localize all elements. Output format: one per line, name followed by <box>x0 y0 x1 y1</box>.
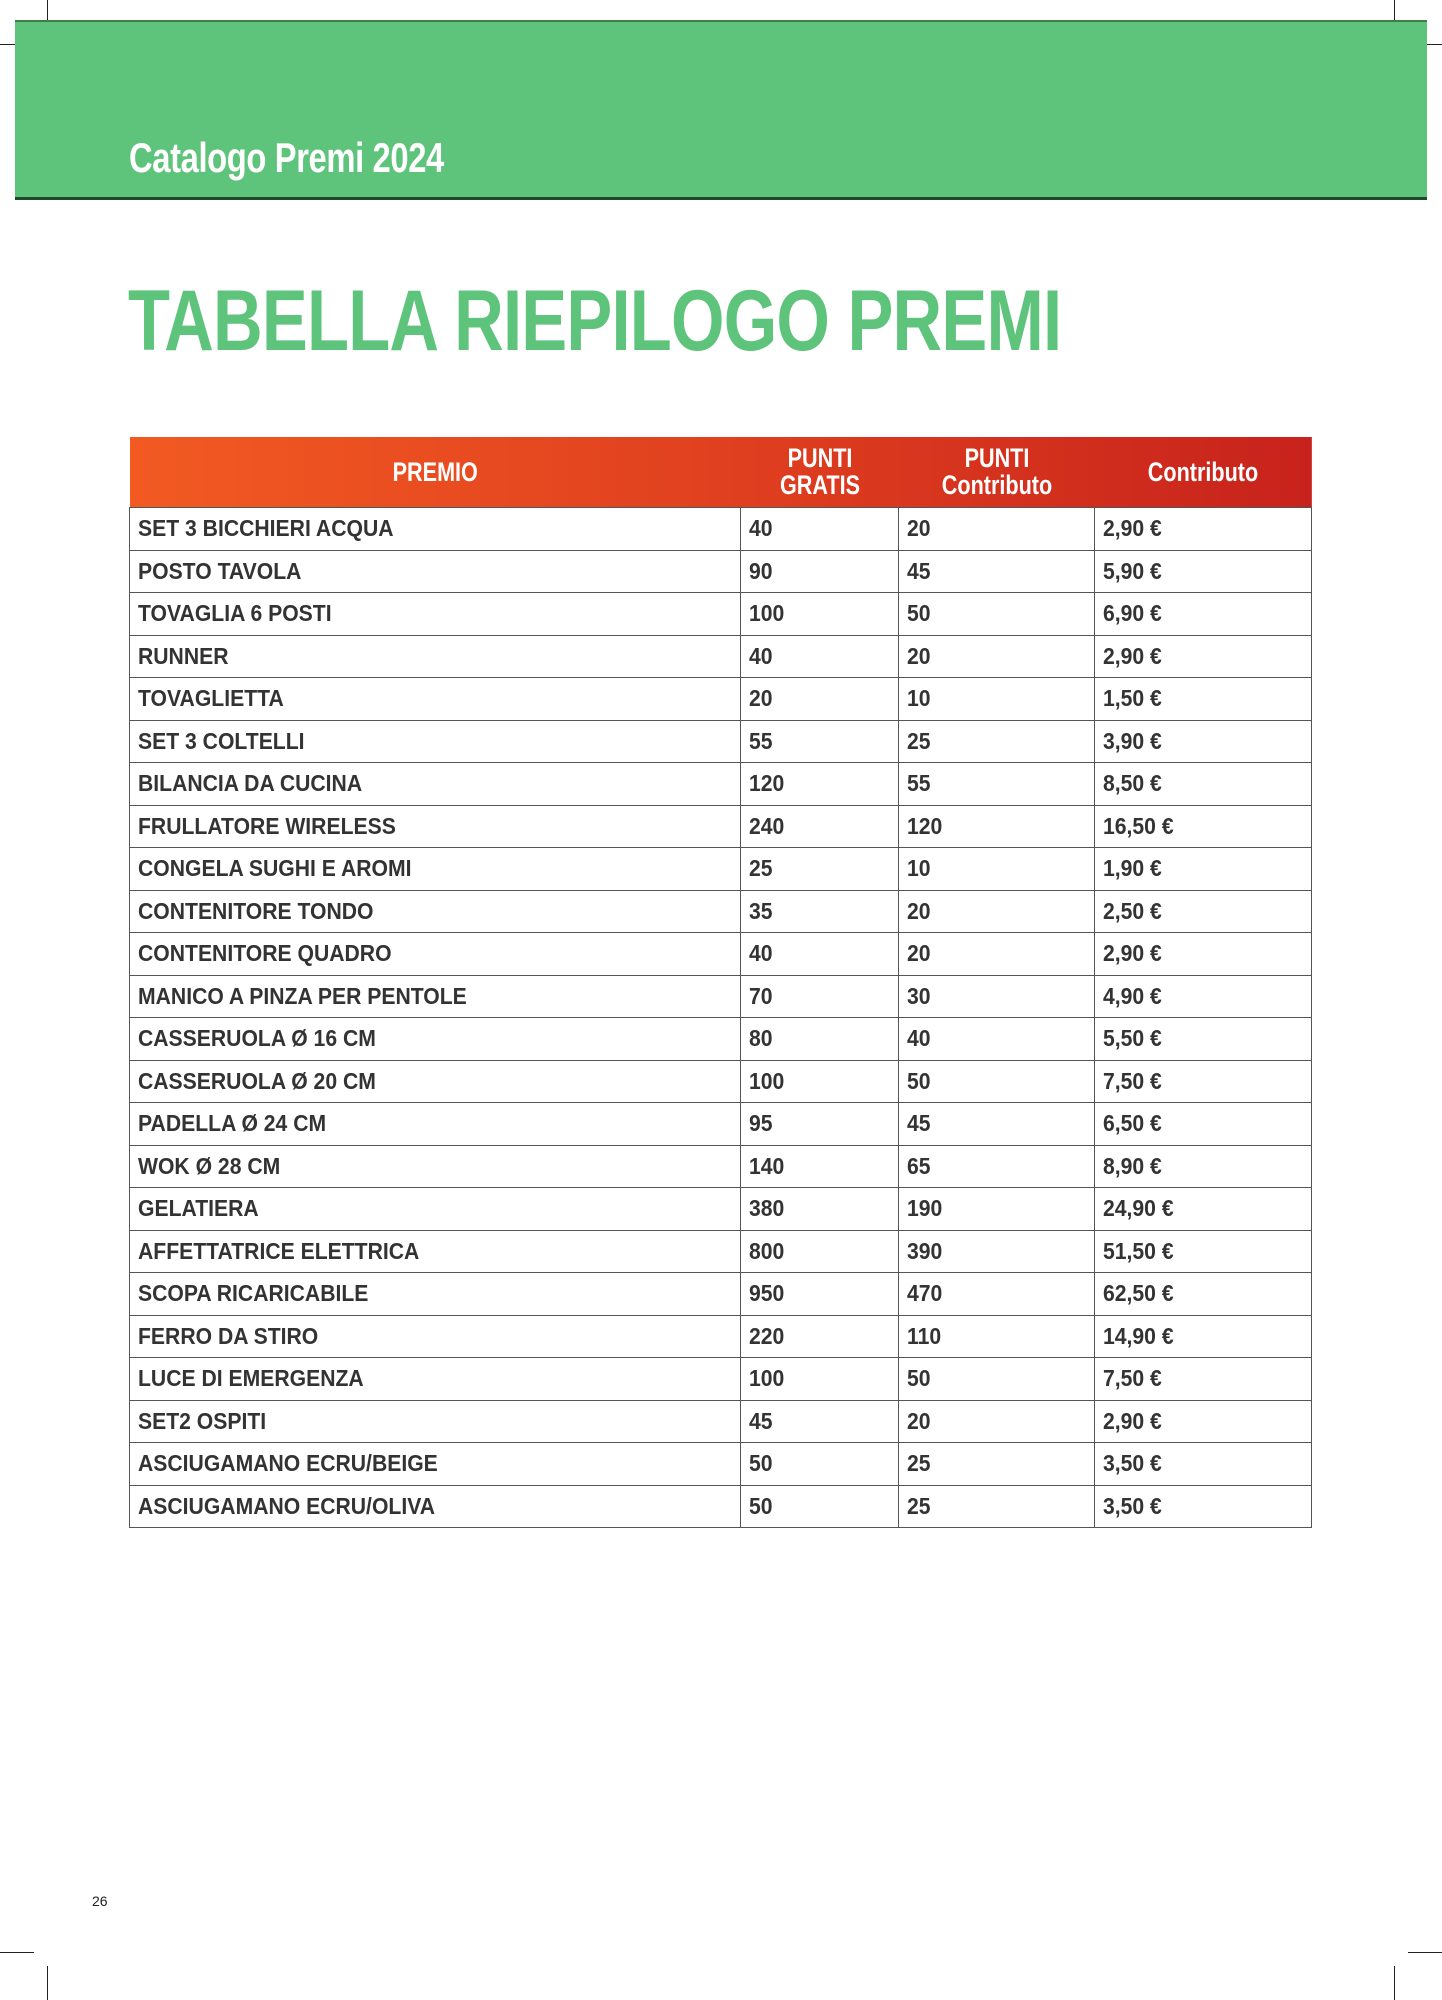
points-free: 50 <box>749 1492 773 1519</box>
prize-name-cell <box>130 1230 741 1273</box>
contribution-price-cell <box>1095 1145 1312 1188</box>
points-free-cell <box>741 1230 899 1273</box>
contribution-price-cell <box>1095 805 1312 848</box>
table-row <box>130 848 1312 891</box>
table-row <box>130 1230 1312 1273</box>
prize-name: TOVAGLIA 6 POSTI <box>138 600 332 627</box>
contribution-price: 4,90 € <box>1103 982 1162 1009</box>
crop-mark <box>1394 1966 1395 2000</box>
points-contribution: 45 <box>907 1110 931 1137</box>
contribution-price: 16,50 € <box>1103 812 1174 839</box>
contribution-price-cell <box>1095 550 1312 593</box>
points-free: 950 <box>749 1280 785 1307</box>
prize-name-cell <box>130 1315 741 1358</box>
prize-name: POSTO TAVOLA <box>138 557 302 584</box>
points-contribution: 65 <box>907 1152 931 1179</box>
contribution-price-cell <box>1095 1485 1312 1528</box>
points-free-cell <box>741 678 899 721</box>
prize-name: RUNNER <box>138 642 229 669</box>
contribution-price-cell <box>1095 975 1312 1018</box>
table-row <box>130 763 1312 806</box>
points-contribution-cell <box>899 1400 1095 1443</box>
points-free: 40 <box>749 940 773 967</box>
points-free: 40 <box>749 642 773 669</box>
contribution-price: 2,90 € <box>1103 515 1162 542</box>
prize-name-cell <box>130 1188 741 1231</box>
points-free: 220 <box>749 1322 785 1349</box>
prize-name-cell <box>130 805 741 848</box>
contribution-price-cell <box>1095 635 1312 678</box>
points-contribution: 25 <box>907 1450 931 1477</box>
points-contribution: 50 <box>907 1067 931 1094</box>
column-header-text: PUNTI <box>787 443 853 473</box>
table-row <box>130 1358 1312 1401</box>
points-free-cell <box>741 1188 899 1231</box>
points-contribution-cell <box>899 1145 1095 1188</box>
prize-name: CASSERUOLA Ø 16 CM <box>138 1025 376 1052</box>
points-free-cell <box>741 975 899 1018</box>
points-free: 120 <box>749 770 785 797</box>
points-free-cell <box>741 1145 899 1188</box>
contribution-price: 24,90 € <box>1103 1195 1174 1222</box>
points-contribution: 25 <box>907 727 931 754</box>
points-contribution: 20 <box>907 1407 931 1434</box>
contribution-price-cell <box>1095 1358 1312 1401</box>
column-header <box>1095 437 1312 508</box>
points-contribution: 50 <box>907 600 931 627</box>
points-free: 100 <box>749 600 785 627</box>
points-contribution-cell <box>899 763 1095 806</box>
points-free: 25 <box>749 855 773 882</box>
prize-name: LUCE DI EMERGENZA <box>138 1365 364 1392</box>
prize-name-cell <box>130 1485 741 1528</box>
points-contribution: 20 <box>907 515 931 542</box>
prize-name-cell <box>130 1400 741 1443</box>
points-contribution-cell <box>899 1485 1095 1528</box>
prize-name: SET 3 BICCHIERI ACQUA <box>138 515 394 542</box>
points-contribution: 25 <box>907 1492 931 1519</box>
column-header-text: Contributo <box>1147 456 1259 487</box>
table-row <box>130 550 1312 593</box>
points-free: 80 <box>749 1025 773 1052</box>
points-free-cell <box>741 1315 899 1358</box>
contribution-price-cell <box>1095 1060 1312 1103</box>
contribution-price-cell <box>1095 1103 1312 1146</box>
contribution-price: 6,50 € <box>1103 1110 1162 1137</box>
prize-name-cell <box>130 720 741 763</box>
prize-name: CONTENITORE TONDO <box>138 897 374 924</box>
points-free: 90 <box>749 557 773 584</box>
contribution-price: 3,50 € <box>1103 1492 1162 1519</box>
table-row <box>130 1018 1312 1061</box>
points-contribution: 50 <box>907 1365 931 1392</box>
table-row <box>130 593 1312 636</box>
table-row <box>130 1145 1312 1188</box>
prize-name: ASCIUGAMANO ECRU/BEIGE <box>138 1450 438 1477</box>
points-free: 100 <box>749 1067 785 1094</box>
contribution-price: 51,50 € <box>1103 1237 1174 1264</box>
points-free: 50 <box>749 1450 773 1477</box>
column-header <box>741 437 899 508</box>
prize-name: PADELLA Ø 24 CM <box>138 1110 327 1137</box>
contribution-price: 3,50 € <box>1103 1450 1162 1477</box>
points-free-cell <box>741 635 899 678</box>
points-contribution-cell <box>899 1443 1095 1486</box>
points-contribution-cell <box>899 1230 1095 1273</box>
prize-name: CASSERUOLA Ø 20 CM <box>138 1067 376 1094</box>
points-contribution: 10 <box>907 685 931 712</box>
prize-name-cell <box>130 550 741 593</box>
table-row <box>130 933 1312 976</box>
table-row <box>130 635 1312 678</box>
contribution-price: 7,50 € <box>1103 1365 1162 1392</box>
points-free-cell <box>741 1443 899 1486</box>
contribution-price-cell <box>1095 848 1312 891</box>
prize-name-cell <box>130 890 741 933</box>
prize-name-cell <box>130 1358 741 1401</box>
points-free: 35 <box>749 897 773 924</box>
prize-name: SCOPA RICARICABILE <box>138 1280 369 1307</box>
column-header-text: PREMIO <box>392 456 478 487</box>
prize-name: CONTENITORE QUADRO <box>138 940 392 967</box>
table-row <box>130 720 1312 763</box>
contribution-price: 3,90 € <box>1103 727 1162 754</box>
table-row <box>130 975 1312 1018</box>
contribution-price-cell <box>1095 1188 1312 1231</box>
prize-name: AFFETTATRICE ELETTRICA <box>138 1237 420 1264</box>
contribution-price: 2,90 € <box>1103 1407 1162 1434</box>
prize-name: GELATIERA <box>138 1195 259 1222</box>
contribution-price: 5,90 € <box>1103 557 1162 584</box>
points-free-cell <box>741 508 899 551</box>
table-header-row <box>130 437 1312 508</box>
points-contribution-cell <box>899 1315 1095 1358</box>
table-row <box>130 1103 1312 1146</box>
prize-name: MANICO A PINZA PER PENTOLE <box>138 982 467 1009</box>
contribution-price-cell <box>1095 890 1312 933</box>
contribution-price-cell <box>1095 508 1312 551</box>
points-free-cell <box>741 848 899 891</box>
prize-name-cell <box>130 1060 741 1103</box>
points-contribution: 190 <box>907 1195 943 1222</box>
crop-mark <box>0 1952 34 1953</box>
points-free-cell <box>741 1400 899 1443</box>
prize-name-cell <box>130 975 741 1018</box>
column-header <box>899 437 1095 508</box>
column-header <box>130 437 741 508</box>
prize-name-cell <box>130 763 741 806</box>
points-free-cell <box>741 1273 899 1316</box>
points-free-cell <box>741 890 899 933</box>
contribution-price-cell <box>1095 1273 1312 1316</box>
table-row <box>130 890 1312 933</box>
prize-summary-table <box>129 437 1312 1528</box>
contribution-price: 8,50 € <box>1103 770 1162 797</box>
points-contribution-cell <box>899 508 1095 551</box>
points-contribution-cell <box>899 678 1095 721</box>
points-free-cell <box>741 720 899 763</box>
contribution-price-cell <box>1095 933 1312 976</box>
points-contribution: 20 <box>907 897 931 924</box>
column-header-text: Contributo <box>941 470 1052 500</box>
contribution-price-cell <box>1095 763 1312 806</box>
points-free-cell <box>741 763 899 806</box>
points-contribution: 20 <box>907 940 931 967</box>
prize-name-cell <box>130 1145 741 1188</box>
column-header-text: GRATIS <box>779 470 860 500</box>
points-contribution-cell <box>899 1060 1095 1103</box>
points-contribution: 120 <box>907 812 943 839</box>
points-contribution-cell <box>899 550 1095 593</box>
points-contribution-cell <box>899 1103 1095 1146</box>
contribution-price: 7,50 € <box>1103 1067 1162 1094</box>
points-free-cell <box>741 933 899 976</box>
points-free: 240 <box>749 812 785 839</box>
points-contribution: 40 <box>907 1025 931 1052</box>
contribution-price: 8,90 € <box>1103 1152 1162 1179</box>
points-contribution-cell <box>899 933 1095 976</box>
page-number: 26 <box>92 1893 108 1909</box>
contribution-price: 5,50 € <box>1103 1025 1162 1052</box>
crop-mark <box>1408 1952 1442 1953</box>
prize-name-cell <box>130 1273 741 1316</box>
prize-name-cell <box>130 678 741 721</box>
points-free: 140 <box>749 1152 785 1179</box>
contribution-price: 2,90 € <box>1103 642 1162 669</box>
points-free-cell <box>741 1103 899 1146</box>
points-free-cell <box>741 1018 899 1061</box>
points-contribution-cell <box>899 1188 1095 1231</box>
contribution-price: 14,90 € <box>1103 1322 1174 1349</box>
contribution-price: 2,50 € <box>1103 897 1162 924</box>
points-contribution-cell <box>899 720 1095 763</box>
points-free: 70 <box>749 982 773 1009</box>
table-row <box>130 1273 1312 1316</box>
contribution-price-cell <box>1095 720 1312 763</box>
prize-name-cell <box>130 1018 741 1061</box>
points-free: 95 <box>749 1110 773 1137</box>
points-contribution-cell <box>899 848 1095 891</box>
points-contribution: 30 <box>907 982 931 1009</box>
points-contribution: 45 <box>907 557 931 584</box>
prize-name: SET 3 COLTELLI <box>138 727 305 754</box>
prize-name: ASCIUGAMANO ECRU/OLIVA <box>138 1492 436 1519</box>
catalog-title: Catalogo Premi 2024 <box>129 134 444 181</box>
prize-name-cell <box>130 933 741 976</box>
table-row <box>130 1485 1312 1528</box>
page-title: TABELLA RIEPILOGO PREMI <box>128 273 1062 369</box>
prize-name: BILANCIA DA CUCINA <box>138 770 363 797</box>
table-row <box>130 508 1312 551</box>
points-free-cell <box>741 1358 899 1401</box>
prize-name-cell <box>130 508 741 551</box>
points-contribution: 470 <box>907 1280 943 1307</box>
table-row <box>130 678 1312 721</box>
points-contribution: 55 <box>907 770 931 797</box>
points-contribution-cell <box>899 1018 1095 1061</box>
prize-name-cell <box>130 635 741 678</box>
prize-name: FRULLATORE WIRELESS <box>138 812 396 839</box>
points-free-cell <box>741 1485 899 1528</box>
contribution-price: 2,90 € <box>1103 940 1162 967</box>
contribution-price-cell <box>1095 1443 1312 1486</box>
points-free: 45 <box>749 1407 773 1434</box>
points-free: 55 <box>749 727 773 754</box>
points-contribution: 10 <box>907 855 931 882</box>
crop-mark <box>47 1966 48 2000</box>
table-row <box>130 1188 1312 1231</box>
prize-name: SET2 OSPITI <box>138 1407 267 1434</box>
contribution-price-cell <box>1095 678 1312 721</box>
contribution-price-cell <box>1095 593 1312 636</box>
prize-name: CONGELA SUGHI E AROMI <box>138 855 412 882</box>
points-free: 40 <box>749 515 773 542</box>
contribution-price-cell <box>1095 1018 1312 1061</box>
table-row <box>130 1400 1312 1443</box>
prize-name-cell <box>130 1103 741 1146</box>
prize-name: FERRO DA STIRO <box>138 1322 319 1349</box>
header-band <box>15 20 1427 200</box>
points-contribution: 110 <box>907 1322 942 1349</box>
table-row <box>130 1060 1312 1103</box>
contribution-price: 62,50 € <box>1103 1280 1174 1307</box>
contribution-price-cell <box>1095 1315 1312 1358</box>
prize-name: WOK Ø 28 CM <box>138 1152 281 1179</box>
points-contribution-cell <box>899 593 1095 636</box>
points-contribution-cell <box>899 635 1095 678</box>
table-row <box>130 805 1312 848</box>
points-contribution: 20 <box>907 642 931 669</box>
contribution-price-cell <box>1095 1230 1312 1273</box>
contribution-price: 6,90 € <box>1103 600 1162 627</box>
points-contribution-cell <box>899 975 1095 1018</box>
points-free: 20 <box>749 685 773 712</box>
points-free-cell <box>741 805 899 848</box>
points-contribution-cell <box>899 890 1095 933</box>
contribution-price: 1,50 € <box>1103 685 1162 712</box>
column-header-text: PUNTI <box>964 443 1030 473</box>
points-free-cell <box>741 593 899 636</box>
points-free: 380 <box>749 1195 785 1222</box>
points-free: 100 <box>749 1365 785 1392</box>
points-contribution-cell <box>899 805 1095 848</box>
points-contribution-cell <box>899 1273 1095 1316</box>
prize-name-cell <box>130 848 741 891</box>
points-free-cell <box>741 550 899 593</box>
points-contribution: 390 <box>907 1237 943 1264</box>
contribution-price: 1,90 € <box>1103 855 1162 882</box>
points-contribution-cell <box>899 1358 1095 1401</box>
prize-name-cell <box>130 593 741 636</box>
table-row <box>130 1443 1312 1486</box>
points-free: 800 <box>749 1237 785 1264</box>
contribution-price-cell <box>1095 1400 1312 1443</box>
prize-name-cell <box>130 1443 741 1486</box>
points-free-cell <box>741 1060 899 1103</box>
prize-name: TOVAGLIETTA <box>138 685 284 712</box>
table-row <box>130 1315 1312 1358</box>
